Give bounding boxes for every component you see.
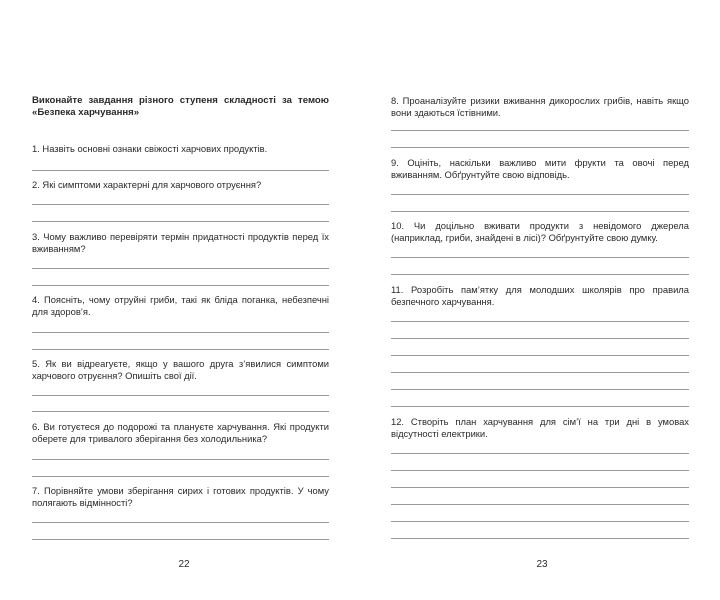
answer-line: [391, 470, 689, 471]
answer-line: [391, 389, 689, 390]
answer-line: [391, 211, 689, 212]
answer-line: [391, 130, 689, 131]
answer-line: [391, 274, 689, 275]
answer-line: [391, 147, 689, 148]
answer-line: [391, 453, 689, 454]
answer-line: [391, 504, 689, 505]
task-2: 2. Які симптоми характерні для харчового отруєння?: [32, 179, 262, 190]
task-7: 7. Порівняйте умови зберігання сирих і готових продуктів. У чому полягають відмінності?: [32, 485, 329, 509]
task-9: 9. Оцініть, наскільки важливо мити фрукти та овочі перед вживанням. Обґрунтуйте свою відповідь.: [391, 157, 689, 181]
task-4: 4. Поясніть, чому отруйні гриби, такі як бліда поганка, небезпечні для здоров’я.: [32, 294, 329, 318]
answer-line: [391, 372, 689, 373]
page-number: 23: [536, 559, 548, 570]
task-5: 5. Як ви відреагуєте, якщо у вашого друга з’явилися симптоми харчового отруєння? Опишіть свої дії.: [32, 358, 329, 382]
answer-line: [391, 338, 689, 339]
answer-line: [391, 487, 689, 488]
answer-line: [391, 194, 689, 195]
task-11: 11. Розробіть пам’ятку для молодших школярів про правила безпечного харчування.: [391, 284, 689, 308]
answer-line: [391, 521, 689, 522]
answer-line: [391, 538, 689, 539]
task-6: 6. Ви готуєтеся до подорожі та плануєте харчування. Які продукти оберете для тривалого зберігання без холодильника?: [32, 421, 329, 445]
answer-line: [391, 257, 689, 258]
section-heading: Виконайте завдання різного ступеня складності за темою «Безпека харчування»: [32, 95, 329, 118]
task-10: 10. Чи доцільно вживати продукти з невідомого джерела (наприклад, гриби, знайдені в лісі)? Обґрунтуйте свою думку.: [391, 220, 689, 244]
task-1: 1. Назвіть основні ознаки свіжості харчових продуктів.: [32, 143, 268, 154]
answer-line: [391, 355, 689, 356]
answer-line: [391, 321, 689, 322]
answer-line: [391, 406, 689, 407]
task-3: 3. Чому важливо перевіряти термін придатності продуктів перед їх вживанням?: [32, 231, 329, 255]
page-number: 22: [178, 559, 190, 570]
task-8: 8. Проаналізуйте ризики вживання дикорослих грибів, навіть якщо вони здаються їстівними.: [391, 95, 689, 119]
task-12: 12. Створіть план харчування для сім’ї на три дні в умовах відсутності електрики.: [391, 416, 689, 440]
